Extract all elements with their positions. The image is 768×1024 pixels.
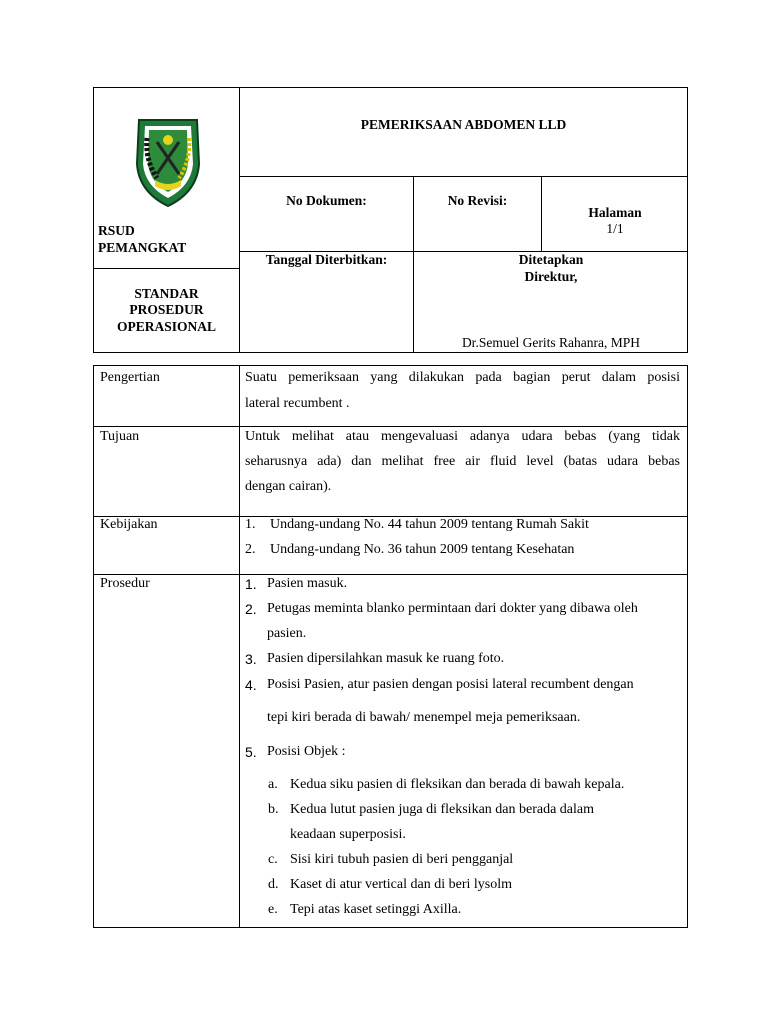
prosedur-label: Prosedur	[100, 576, 150, 591]
no-dokumen-label: No Dokumen:	[286, 193, 367, 208]
prosedur-step-number: 5.	[245, 744, 257, 760]
regency-coat-of-arms-icon	[133, 114, 203, 210]
substep-text: Kaset di atur vertical dan di beri lysolm	[290, 877, 512, 892]
prosedur-step-number: 2.	[245, 601, 257, 617]
kebijakan-item-number: 1.	[245, 517, 256, 532]
kebijakan-item-text: Undang-undang No. 44 tahun 2009 tentang Rumah Sakit	[270, 517, 589, 532]
prosedur-step-text: Petugas meminta blanko permintaan dari dokter yang dibawa oleh	[267, 601, 638, 616]
halaman-label: Halaman	[588, 205, 642, 220]
prosedur-step-text: Posisi Objek :	[267, 744, 346, 759]
no-revisi-label: No Revisi:	[447, 193, 508, 208]
substep-text: Kedua lutut pasien juga di fleksikan dan berada dalam	[290, 802, 595, 817]
row-divider	[93, 426, 688, 427]
content-divider	[239, 365, 240, 928]
substep-text: Kedua siku pasien di fleksikan dan berada di bawah kepala.	[290, 777, 625, 792]
header-divider	[239, 176, 688, 177]
direktur-label: Direktur,	[524, 269, 578, 284]
row-divider	[93, 574, 688, 575]
content-border	[93, 365, 688, 928]
director-name: Dr.Semuel Gerits Rahanra, MPH	[461, 335, 641, 350]
prosedur-step-number: 3.	[245, 651, 257, 667]
substep-letter: d.	[268, 877, 279, 892]
prosedur-step-number: 1.	[245, 576, 257, 592]
tujuan-text-line3: dengan cairan).	[245, 479, 332, 494]
prosedur-step-number: 4.	[245, 677, 257, 693]
prosedur-step-text: Pasien masuk.	[267, 576, 348, 591]
tujuan-text-line1: Untuk melihat atau mengevaluasi adanya udara bebas (yang tidak	[245, 429, 680, 444]
sop-title-line2: PROSEDUR	[129, 302, 204, 317]
substep-letter: b.	[268, 802, 279, 817]
sop-title-line3: OPERASIONAL	[116, 319, 216, 334]
ditetapkan-label: Ditetapkan	[518, 252, 584, 267]
prosedur-step-continuation: tepi kiri berada di bawah/ menempel meja pemeriksaan.	[267, 710, 581, 725]
tujuan-text-line2: seharusnya ada) dan melihat free air fluid level (batas udara bebas	[245, 454, 680, 469]
pengertian-text-line2: lateral recumbent .	[245, 396, 350, 411]
kebijakan-label: Kebijakan	[100, 517, 158, 532]
tujuan-label: Tujuan	[100, 429, 140, 444]
halaman-value: 1/1	[606, 221, 624, 236]
kebijakan-item-number: 2.	[245, 542, 256, 557]
tanggal-diterbitkan-label: Tanggal Diterbitkan:	[265, 252, 388, 267]
substep-text: Sisi kiri tubuh pasien di beri pengganjal	[290, 852, 514, 867]
substep-letter: e.	[268, 902, 278, 917]
pengertian-text-line1: Suatu pemeriksaan yang dilakukan pada bagian perut dalam posisi	[245, 370, 680, 385]
prosedur-step-text: Pasien dipersilahkan masuk ke ruang foto.	[267, 651, 505, 666]
pengertian-label: Pengertian	[100, 370, 160, 385]
substep-letter: a.	[268, 777, 278, 792]
document-title: PEMERIKSAAN ABDOMEN LLD	[360, 117, 567, 132]
sop-title-line1: STANDAR	[134, 286, 199, 301]
hospital-name-line2: PEMANGKAT	[98, 240, 187, 255]
hospital-name-line1: RSUD	[98, 223, 135, 238]
header-divider	[93, 268, 240, 269]
substep-text: Tepi atas kaset setinggi Axilla.	[290, 902, 462, 917]
substep-letter: c.	[268, 852, 278, 867]
substep-continuation: keadaan superposisi.	[290, 827, 406, 842]
kebijakan-item-text: Undang-undang No. 36 tahun 2009 tentang Kesehatan	[270, 542, 575, 557]
prosedur-step-text: Posisi Pasien, atur pasien dengan posisi lateral recumbent dengan	[267, 677, 634, 692]
prosedur-step-continuation: pasien.	[267, 626, 307, 641]
